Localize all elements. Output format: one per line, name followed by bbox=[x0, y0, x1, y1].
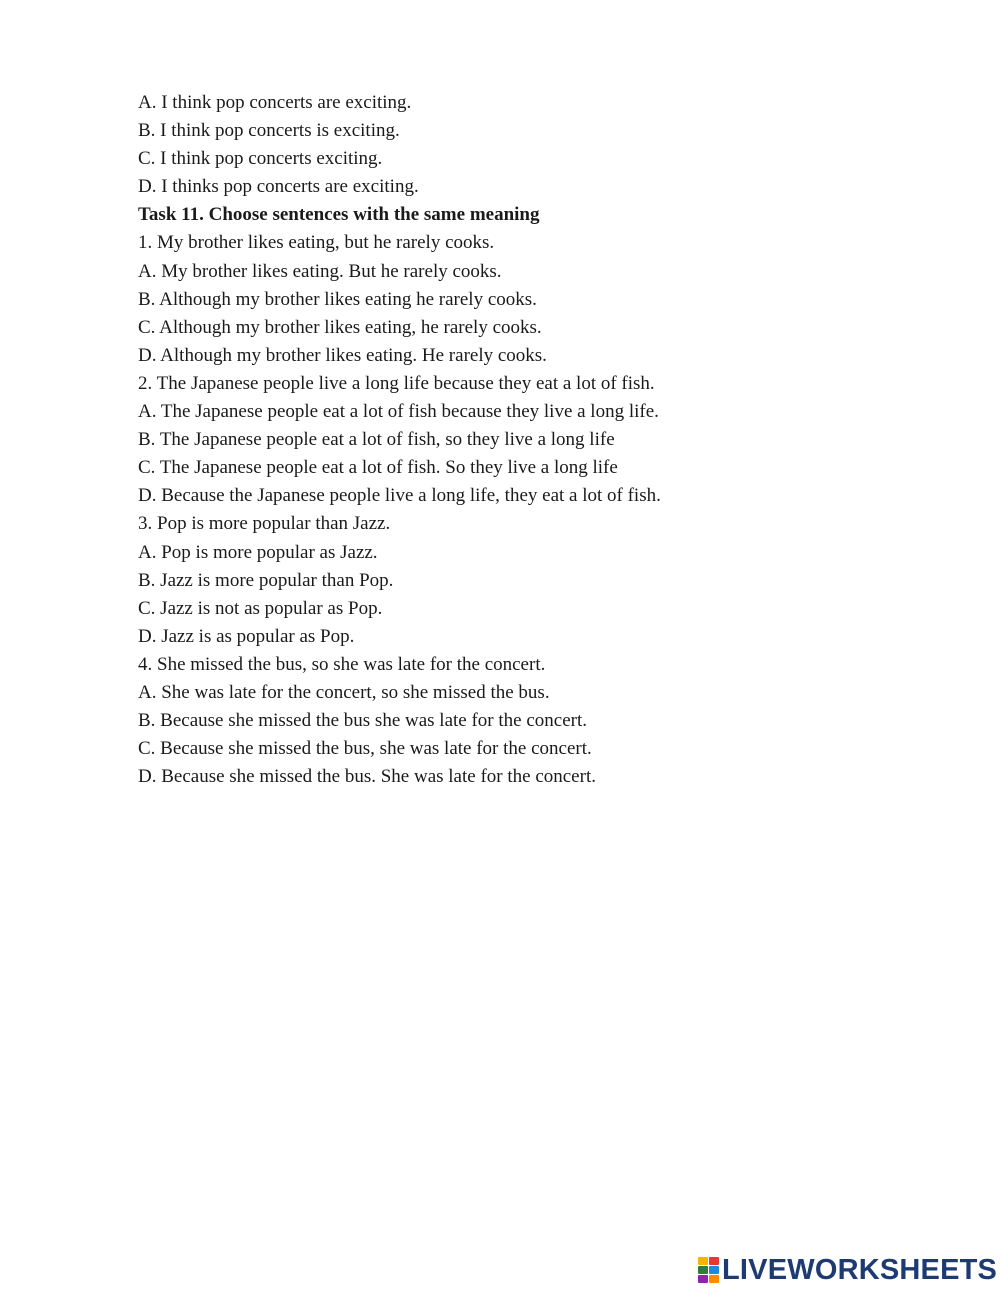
logo-block bbox=[698, 1257, 708, 1265]
liveworksheets-logo-icon bbox=[698, 1257, 719, 1283]
liveworksheets-logo[interactable] bbox=[698, 1254, 997, 1286]
logo-text: LIVEWORKSHEETS bbox=[722, 1253, 998, 1286]
logo-block bbox=[709, 1266, 719, 1274]
question-prompt: 2. The Japanese people live a long life because they eat a lot of fish. bbox=[138, 372, 655, 394]
logo-block bbox=[709, 1275, 719, 1283]
option-line: A. She was late for the concert, so she missed the bus. bbox=[138, 681, 550, 703]
worksheet-content bbox=[138, 89, 958, 791]
option-line: C. I think pop concerts exciting. bbox=[138, 148, 383, 170]
option-line: D. Because she missed the bus. She was late for the concert. bbox=[138, 766, 596, 788]
logo-block bbox=[698, 1266, 708, 1274]
option-line: B. Because she missed the bus she was late for the concert. bbox=[138, 710, 588, 732]
option-line: A. My brother likes eating. But he rarely cooks. bbox=[138, 260, 502, 282]
option-line: A. The Japanese people eat a lot of fish because they live a long life. bbox=[138, 401, 659, 423]
logo-block bbox=[698, 1275, 708, 1283]
option-line: C. Jazz is not as popular as Pop. bbox=[138, 597, 383, 619]
option-line: C. Because she missed the bus, she was late for the concert. bbox=[138, 738, 592, 760]
option-line: D. Jazz is as popular as Pop. bbox=[138, 625, 355, 647]
question-prompt: 4. She missed the bus, so she was late for the concert. bbox=[138, 653, 546, 675]
option-line: B. Jazz is more popular than Pop. bbox=[138, 569, 394, 591]
option-line: C. Although my brother likes eating, he rarely cooks. bbox=[138, 316, 542, 338]
logo-block bbox=[709, 1257, 719, 1265]
question-prompt: 1. My brother likes eating, but he rarely cooks. bbox=[138, 232, 495, 254]
option-line: B. Although my brother likes eating he rarely cooks. bbox=[138, 288, 537, 310]
option-line: B. I think pop concerts is exciting. bbox=[138, 120, 400, 142]
option-line: D. I thinks pop concerts are exciting. bbox=[138, 176, 419, 198]
task-heading: Task 11. Choose sentences with the same meaning bbox=[138, 204, 540, 226]
option-line: A. Pop is more popular as Jazz. bbox=[138, 541, 378, 563]
option-line: B. The Japanese people eat a lot of fish, so they live a long life bbox=[138, 429, 615, 451]
question-prompt: 3. Pop is more popular than Jazz. bbox=[138, 513, 391, 535]
option-line: D. Although my brother likes eating. He rarely cooks. bbox=[138, 344, 547, 366]
option-line: A. I think pop concerts are exciting. bbox=[138, 92, 412, 113]
option-line: C. The Japanese people eat a lot of fish. So they live a long life bbox=[138, 457, 618, 479]
option-line: D. Because the Japanese people live a long life, they eat a lot of fish. bbox=[138, 485, 661, 507]
